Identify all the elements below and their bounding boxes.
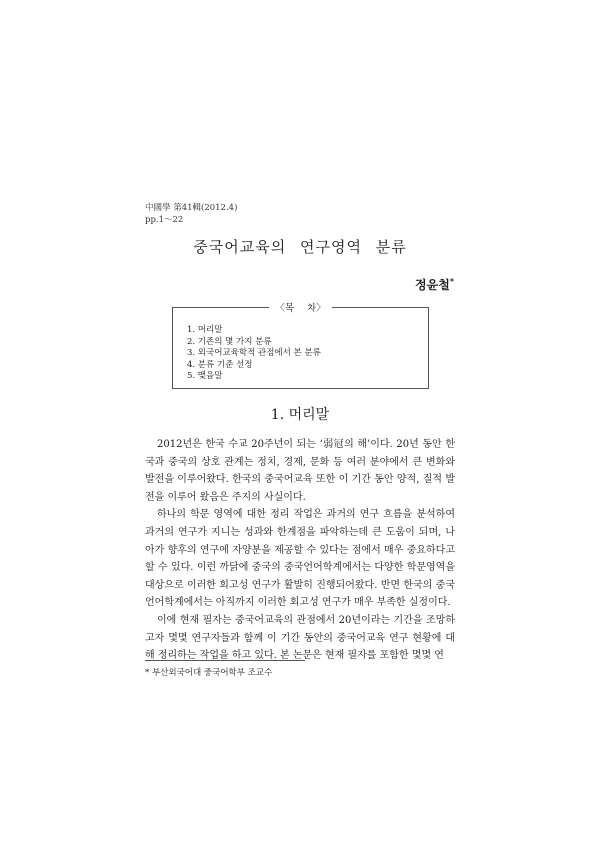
table-of-contents (172, 303, 429, 389)
section-heading: 1. 머리말 (270, 407, 330, 423)
paper-title: 중국어교육의 연구영역 분류 (193, 238, 407, 256)
toc-heading: 〈목 차〉 (269, 303, 331, 314)
journal-volume: 中國學 第41輯(2012.4) (145, 203, 238, 213)
toc-item: 4. 분류 기준 선정 (187, 359, 253, 370)
body-text (145, 436, 455, 665)
paragraph: 2012년은 한국 수교 20주년이 되는 ‘弱冠의 해’이다. 20년 동안 한국과 중국의 상호 관계는 정치, 경제, 문화 등 여러 분야에서 큰 변화와 발전을 이루어왔다. 한국의 중국어교육 또한 이 기간 동안 양적, 질적 발전을 이루어 왔음은 주지의 사실이다. (145, 439, 455, 503)
author-line (415, 276, 454, 293)
toc-item: 2. 기존의 몇 가지 분류 (187, 336, 272, 347)
toc-item: 3. 외국어교육학적 관점에서 본 분류 (187, 348, 321, 358)
paragraph: 하나의 학문 영역에 대한 정리 작업은 과거의 연구 흐름을 분석하여 과거의 연구가 지니는 성과와 한계점을 파악하는데 큰 도움이 되며, 나아가 향후의 연구에 자양분을 제공할 수 있다는 점에서 매우 중요하다고 할 수 있다. 이런 까닭에 중국의 중국언어학계에서는 다양한 학문영역을 대상으로 이러한 회고성 연구가 활발히 진행되어왔다. 반면 한국의 중국언어학계에서는 아직까지 이러한 회고성 연구가 매우 부족한 실정이다. (145, 509, 455, 609)
footnote-divider (145, 660, 305, 661)
toc-item: 5. 맺음말 (187, 371, 223, 381)
toc-item: 1. 머리말 (187, 325, 223, 335)
toc-list (187, 325, 321, 383)
footnote: * 부산외국어대 중국어학부 조교수 (145, 668, 273, 678)
author-name: 정윤철 (415, 278, 450, 292)
author-footnote-mark: * (449, 276, 454, 286)
paragraph: 이에 현재 필자는 중국어교육의 관점에서 20년이라는 기간을 조망하고자 몇몇 연구자들과 함께 이 기간 동안의 중국어교육 연구 현황에 대해 정리하는 작업을 하고 있다. 본 논문은 현재 필자를 포함한 몇몇 연 (145, 614, 455, 662)
journal-pages: pp.1～22 (145, 215, 184, 225)
journal-info (145, 202, 237, 226)
